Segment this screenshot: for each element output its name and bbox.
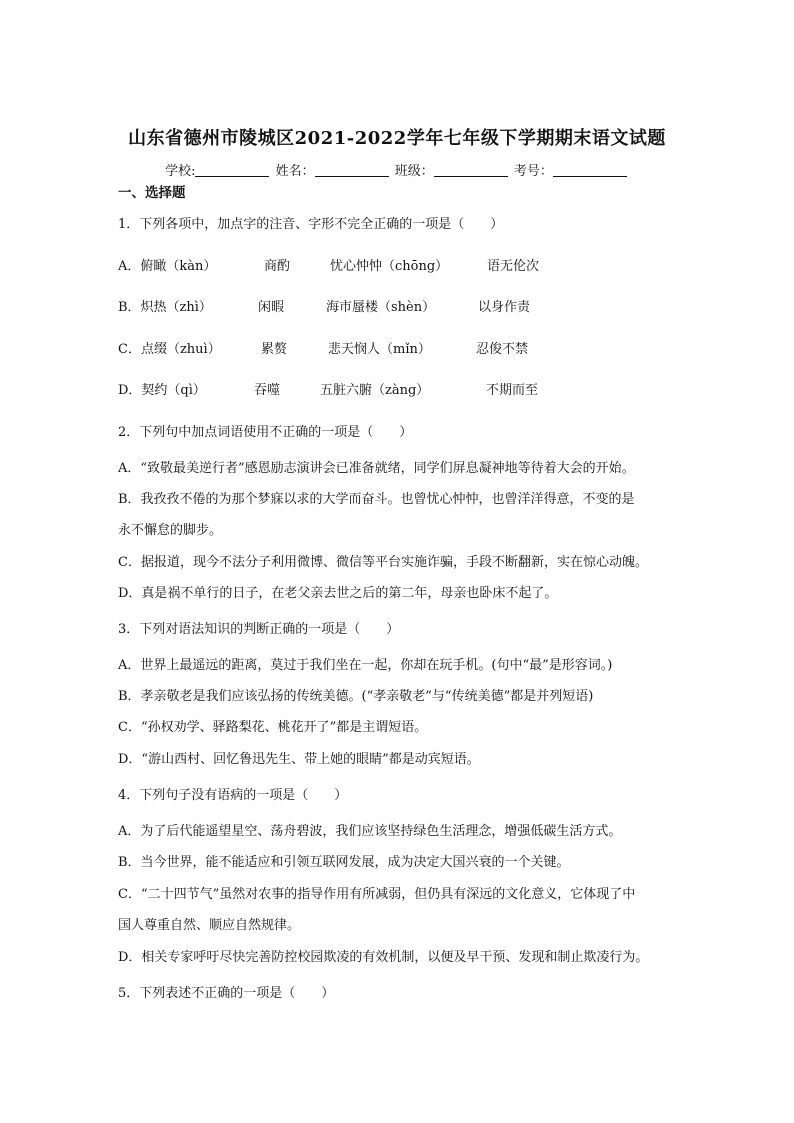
name-blank[interactable] <box>315 164 389 177</box>
q1-a-item-4: 语无伦次 <box>487 259 540 274</box>
q1-b-item-2: 闲暇 <box>258 300 285 315</box>
q1-b-item-3: 海市蜃楼（shèn） <box>326 300 436 315</box>
q4-stem: 4．下列句子没有语病的一项是（ ） <box>118 788 348 803</box>
q1-stem: 1．下列各项中，加点字的注音、字形不完全正确的一项是（ ） <box>118 217 504 232</box>
q1-d-item-2: 吞噬 <box>254 383 281 398</box>
q1-c-item-1: C．点缀（zhuì） <box>118 342 221 357</box>
q1-d-item-4: 不期而至 <box>486 383 539 398</box>
q1-a-item-1: A．俯瞰（kàn） <box>118 259 217 274</box>
q3-stem: 3．下列对语法知识的判断正确的一项是（ ） <box>118 622 400 637</box>
q2-option-b-continued: 永不懈怠的脚步。 <box>118 523 223 538</box>
q1-b-item-4: 以身作责 <box>478 300 531 315</box>
q1-a-item-3: 忧心忡忡（chōng） <box>330 259 449 274</box>
q2-stem: 2．下列句中加点词语使用不正确的一项是（ ） <box>118 425 413 440</box>
q1-a-item-2: 商酌 <box>264 259 291 274</box>
q1-c-item-3: 悲天悯人（mǐn） <box>328 342 431 357</box>
school-blank[interactable] <box>195 164 269 177</box>
page-title: 山东省德州市陵城区2021-2022学年七年级下学期期末语文试题 <box>128 128 666 149</box>
q3-option-a: A．世界上最遥远的距离，莫过于我们坐在一起，你却在玩手机。(句中“最”是形容词。) <box>118 658 613 673</box>
name-label: 姓名： <box>275 164 315 179</box>
q2-option-c: C．据报道，现今不法分子利用微博、微信等平台实施诈骗，手段不断翻新，实在惊心动魄。 <box>118 555 648 570</box>
q3-option-c: C．“孙权劝学、驿路梨花、桃花开了”都是主谓短语。 <box>118 720 428 735</box>
q3-option-d: D．“游山西村、回忆鲁迅先生、带上她的眼睛”都是动宾短语。 <box>118 752 480 767</box>
q4-option-c: C．“二十四节气”虽然对农事的指导作用有所减弱，但仍具有深远的文化意义，它体现了中 <box>118 887 636 902</box>
q3-option-b: B．孝亲敬老是我们应该弘扬的传统美德。(“孝亲敬老”与“传统美德”都是并列短语) <box>118 689 594 704</box>
class-blank[interactable] <box>434 164 508 177</box>
q1-c-item-4: 忍俊不禁 <box>476 342 529 357</box>
student-info-line <box>0 160 794 179</box>
q2-option-d: D．真是祸不单行的日子，在老父亲去世之后的第二年，母亲也卧床不起了。 <box>118 586 558 601</box>
q5-stem: 5．下列表述不正确的一项是（ ） <box>118 986 335 1001</box>
q1-b-item-1: B．炽热（zhì） <box>118 300 212 315</box>
q4-option-d: D．相关专家呼吁尽快完善防控校园欺凌的有效机制，以便及早干预、发现和制止欺凌行为。 <box>118 950 649 965</box>
exam-number-blank[interactable] <box>553 164 627 177</box>
q2-option-b: B．我孜孜不倦的为那个梦寐以求的大学而奋斗。也曾忧心忡忡，也曾洋洋得意，不变的是 <box>118 492 635 507</box>
q4-option-c-continued: 国人尊重自然、顺应自然规律。 <box>118 918 301 933</box>
q2-option-a: A．“致敬最美逆行者”感恩励志演讲会已准备就绪，同学们屏息凝神地等待着大会的开始。 <box>118 461 635 476</box>
q1-d-item-3: 五脏六腑（zàng） <box>320 383 430 398</box>
exam-number-label: 考号： <box>513 164 553 179</box>
q4-option-a: A．为了后代能遥望星空、荡舟碧波，我们应该坚持绿色生活理念，增强低碳生活方式。 <box>118 824 622 839</box>
school-label: 学校: <box>165 164 196 179</box>
q1-c-item-2: 累赘 <box>261 342 288 357</box>
q1-d-item-1: D．契约（qì） <box>118 383 206 398</box>
q4-option-b: B．当今世界，能不能适应和引领互联网发展，成为决定大国兴衰的一个关键。 <box>118 855 570 870</box>
section-heading: 一、选择题 <box>118 185 186 201</box>
class-label: 班级： <box>394 164 434 179</box>
